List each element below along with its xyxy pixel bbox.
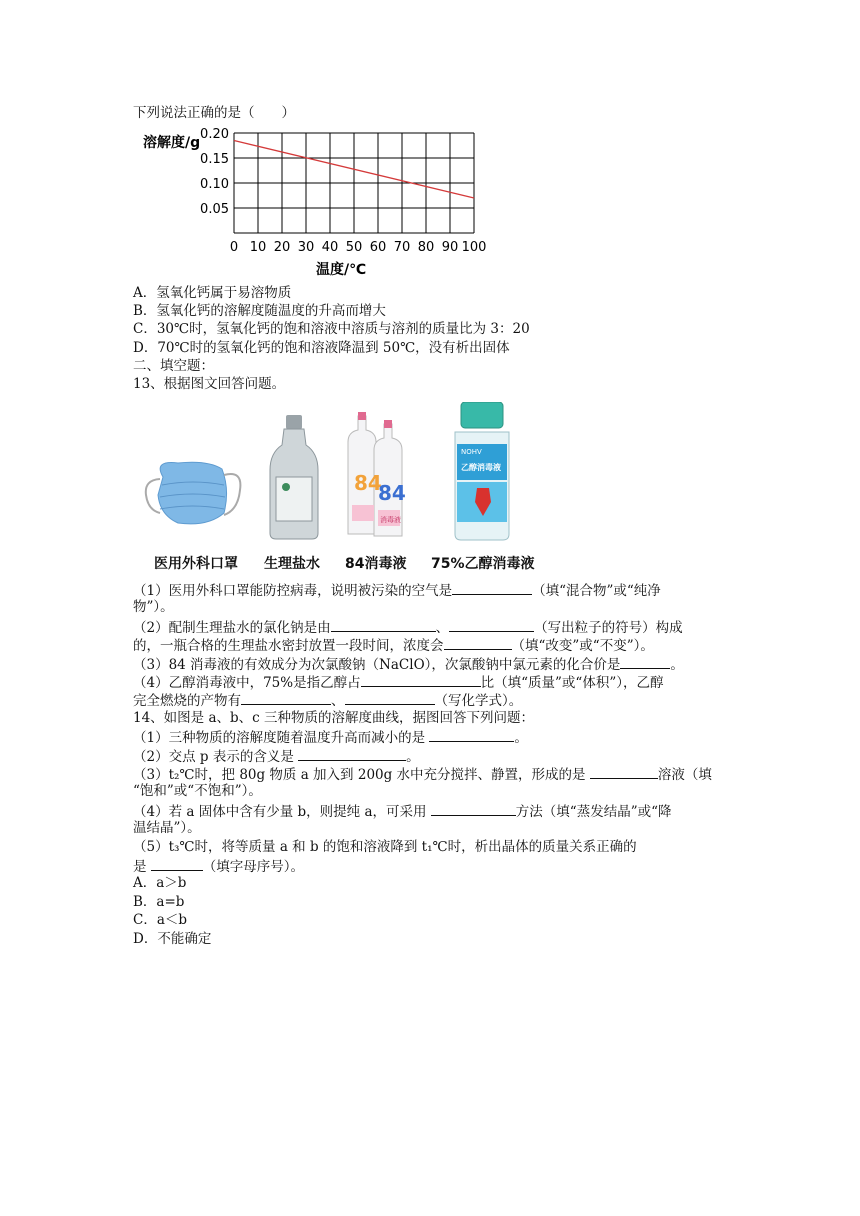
photo-row <box>138 400 558 580</box>
saline-bottle-image <box>266 415 322 544</box>
x-tick-label: 40 <box>321 240 339 255</box>
y-tick-label: 0.05 <box>200 202 229 217</box>
option-b: B．氢氧化钙的溶解度随温度的升高而增大 <box>133 303 386 319</box>
x-axis-label: 温度/℃ <box>316 262 367 278</box>
q13-part1: （1）医用外科口罩能防控病毒，说明被污染的空气是 （填“混合物”或“纯净 <box>133 580 661 600</box>
q13-title: 13、根据图文回答问题。 <box>133 376 286 392</box>
answer-blank[interactable] <box>345 690 435 705</box>
q14-option-d: D．不能确定 <box>133 931 212 947</box>
x-tick-label: 20 <box>273 240 291 255</box>
answer-blank[interactable] <box>431 801 516 816</box>
svg-text:乙醇消毒液: 乙醇消毒液 <box>461 463 501 472</box>
q14-part3: （3）t₂℃时，把 80g 物质 a 加入到 200g 水中充分搅拌、静置，形成的是 溶液（填 <box>133 764 712 784</box>
answer-blank[interactable] <box>151 856 203 871</box>
x-tick-label: 60 <box>369 240 387 255</box>
answer-blank[interactable] <box>298 746 406 761</box>
q13-part2-cont: 的，一瓶合格的生理盐水密封放置一段时间，浓度会 （填“改变”或“不变”）。 <box>133 635 654 655</box>
x-tick-label: 90 <box>441 240 459 255</box>
y-tick-label: 0.20 <box>200 127 229 142</box>
q13-part2: （2）配制生理盐水的氯化钠是由 、 （写出粒子的符号）构成 <box>133 617 683 637</box>
q14-part2: （2）交点 p 表示的含义是 。 <box>133 746 420 766</box>
answer-blank[interactable] <box>241 690 331 705</box>
q14-part5-cont: 是 （填字母序号）。 <box>133 856 304 876</box>
q14-part5: （5）t₃℃时，将等质量 a 和 b 的饱和溶液降到 t₁℃时，析出晶体的质量关系正确的 <box>133 839 637 855</box>
answer-blank[interactable] <box>429 727 514 742</box>
disinfectant-84-label: 84消毒液 <box>345 556 407 572</box>
x-tick-label: 100 <box>461 240 487 255</box>
alcohol-bottle-image <box>441 402 523 546</box>
x-tick-label: 50 <box>345 240 363 255</box>
q14-option-a: A．a＞b <box>133 875 187 891</box>
saline-label: 生理盐水 <box>264 556 320 572</box>
svg-text:84: 84 <box>354 471 382 495</box>
alcohol-label: 75%乙醇消毒液 <box>431 556 535 572</box>
q13-part3: （3）84 消毒液的有效成分为次氯酸钠（NaClO），次氯酸钠中氯元素的化合价是 。 <box>133 654 684 674</box>
q14-part3-cont: “饱和”或“不饱和”）。 <box>133 783 262 799</box>
q13-part1-cont: 物”）。 <box>133 599 174 615</box>
q14-option-b: B．a=b <box>133 894 185 910</box>
y-tick-label: 0.10 <box>200 177 229 192</box>
answer-blank[interactable] <box>452 580 532 595</box>
section-heading: 二、填空题： <box>133 358 214 374</box>
x-tick-label: 10 <box>249 240 267 255</box>
q14-option-c: C．a＜b <box>133 912 188 928</box>
question-intro: 下列说法正确的是（ ） <box>133 105 295 121</box>
q14-part1: （1）三种物质的溶解度随着温度升高而减小的是 。 <box>133 727 528 747</box>
y-tick-label: 0.15 <box>200 152 229 167</box>
option-a: A．氢氧化钙属于易溶物质 <box>133 285 292 301</box>
q14-title: 14、如图是 a、b、c 三种物质的溶解度曲线，据图回答下列问题： <box>133 710 535 726</box>
option-d: D．70℃时的氢氧化钙的饱和溶液降温到 50℃，没有析出固体 <box>133 340 510 356</box>
x-tick-label: 80 <box>417 240 435 255</box>
x-tick-label: 0 <box>229 240 239 255</box>
option-c: C．30℃时，氢氧化钙的饱和溶液中溶质与溶剂的质量比为 3：20 <box>133 321 530 337</box>
svg-text:84: 84 <box>378 481 406 505</box>
x-tick-label: 30 <box>297 240 315 255</box>
mask-label: 医用外科口罩 <box>154 556 238 572</box>
answer-blank[interactable] <box>444 635 512 650</box>
mask-image <box>138 455 248 539</box>
answer-blank[interactable] <box>590 764 658 779</box>
disinfectant-84-image <box>340 410 412 544</box>
q14-part4: （4）若 a 固体中含有少量 b，则提纯 a，可采用 方法（填“蒸发结晶”或“降 <box>133 801 672 821</box>
q13-part4-cont: 完全燃烧的产物有 、 （写化学式）。 <box>133 690 522 710</box>
solubility-chart-svg <box>138 126 498 281</box>
answer-blank[interactable] <box>361 672 481 687</box>
svg-text:NOHV: NOHV <box>461 448 482 456</box>
x-tick-label: 70 <box>393 240 411 255</box>
answer-blank[interactable] <box>620 654 670 669</box>
q14-part4-cont: 温结晶”）。 <box>133 820 201 836</box>
solubility-chart <box>138 126 498 285</box>
answer-blank[interactable] <box>449 617 534 632</box>
answer-blank[interactable] <box>331 617 436 632</box>
svg-text:消毒液: 消毒液 <box>380 516 401 524</box>
q13-part4: （4）乙醇消毒液中，75%是指乙醇占 比（填“质量”或“体积”），乙醇 <box>133 672 663 692</box>
y-axis-label: 溶解度/g <box>143 135 201 151</box>
